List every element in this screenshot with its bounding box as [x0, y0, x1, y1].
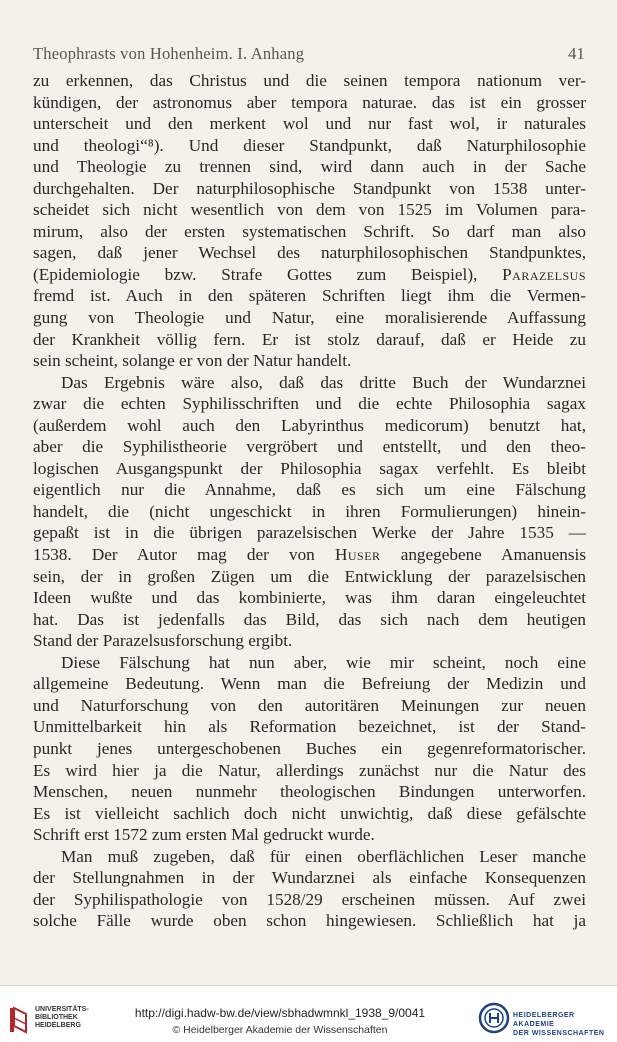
- text-line: der Krankheit völlig fern. Er ist stolz darauf, daß er Heide zu: [33, 329, 586, 349]
- paragraph-2: [33, 372, 586, 652]
- academy-emblem-icon: [478, 1002, 510, 1034]
- page-number: 41: [568, 44, 585, 63]
- viewer-footer: [0, 985, 617, 1042]
- text-line-with-small-caps: 1538. Der Autor mag der von Huser angegebene Amanuensis: [33, 545, 586, 565]
- text-line: punkt jenes untergeschobenen Buches ein gegenreformatorischer.: [33, 738, 586, 758]
- text-line: und Naturforschung von den autoritären Meinungen zur neuen: [33, 695, 586, 715]
- text-line: zwar die echten Syphilisschriften und die echte Philosophia sagax: [33, 394, 586, 414]
- text-line: Unmittelbarkeit hin als Reformation bezeichnet, ist der Stand-: [33, 717, 586, 737]
- text-line: mirum, also der ersten systematischen Schrift. So darf man also: [33, 221, 586, 241]
- text-line: aber die Syphilistheorie vergröbert und entstellt, und den theo-: [33, 437, 586, 457]
- text-line: gepaßt ist in die übrigen parazelsischen Werke der Jahre 1535 —: [33, 523, 586, 543]
- author-name-smallcaps: Huser: [334, 545, 381, 565]
- text-line: Es ist vielleicht sachlich doch nicht unwichtig, daß diese gefälschte: [33, 803, 586, 823]
- paragraph-3: [33, 652, 586, 846]
- text-line: der Stellungnahmen in der Wundarznei als einfache Konsequenzen: [33, 868, 586, 888]
- paragraph-4: [33, 846, 586, 932]
- text-line: der Syphilispathologie von 1528/29 erscheinen müssen. Auf zwei: [33, 889, 586, 909]
- text-line: eigentlich nur die Annahme, daß es sich um eine Fälschung: [33, 480, 586, 500]
- text-line: Schrift erst 1572 zum ersten Mal gedruckt wurde.: [33, 825, 375, 845]
- text-line: sein, der in großen Zügen um die Entwicklung der parazelsischen: [33, 566, 586, 586]
- text-line: sagen, daß jener Wechsel des naturphilosophischen Standpunktes,: [33, 243, 586, 263]
- text-line: Es wird hier ja die Natur, allerdings zunächst nur die Natur des: [33, 760, 586, 780]
- text-line: unterscheit und den merkent wol und nur fast wol, ir naturales: [33, 114, 586, 134]
- text-line: und Theologie zu trennen sind, wird dann auch in der Sache: [33, 157, 586, 177]
- running-title: Theophrasts von Hohenheim. I. Anhang: [33, 44, 305, 63]
- text-line: kündigen, der astronomus aber tempora naturae. das ist ein grosser: [33, 92, 586, 112]
- body-text: [33, 70, 586, 932]
- text-line: zu erkennen, das Christus und die seinen tempora nationum ver-: [33, 71, 586, 90]
- paragraph-1: [33, 70, 586, 372]
- logo-text-line: UNIVERSITÄTS-: [35, 1006, 89, 1013]
- text-line: Menschen, neuen nunmehr theologischen Bindungen unterworfen.: [33, 782, 586, 802]
- text-line: und theologi“⁸). Und dieser Standpunkt, daß Naturphilosophie: [33, 135, 586, 155]
- text-line: durchgehalten. Der naturphilosophische Standpunkt von 1538 unter-: [33, 178, 586, 198]
- university-library-logo-text: [35, 1006, 89, 1030]
- text-line: Ideen wußte und das kombinierte, was ihm daran eingeleuchtet: [33, 588, 586, 608]
- logo-text-line: HEIDELBERG: [35, 1022, 81, 1029]
- permalink-url[interactable]: http://digi.hadw-bw.de/view/sbhadwmnkl_1938_9/0041: [134, 1006, 426, 1020]
- university-library-logo[interactable]: [8, 1004, 118, 1038]
- logo-text-line: DER WISSENSCHAFTEN: [513, 1030, 605, 1037]
- text-line: Diese Fälschung hat nun aber, wie mir scheint, noch eine: [61, 652, 586, 672]
- copyright-notice: © Heidelberger Akademie der Wissenschaften: [172, 1024, 388, 1036]
- text-line: solche Fälle wurde oben schon hingewiesen. Schließlich hat ja: [33, 911, 586, 931]
- logo-text-line: HEIDELBERGER AKADEMIE: [513, 1012, 575, 1028]
- text-line: scheidet sich nicht wesentlich von dem von 1525 im Volumen para-: [33, 200, 586, 220]
- text-line: logischen Ausgangspunkt der Philosophia sagax verfehlt. Es bleibt: [33, 458, 586, 478]
- text-line: allgemeine Bedeutung. Wenn man die Befreiung der Medizin und: [33, 674, 586, 694]
- text-line: Man muß zugeben, daß für einen oberflächlichen Leser manche: [61, 846, 586, 866]
- running-header: [33, 44, 585, 66]
- library-emblem-icon: [8, 1004, 30, 1034]
- text-line: gung von Theologie und Natur, eine moralisierende Auffassung: [33, 308, 586, 328]
- text-line: (außerdem wohl auch den Labyrinthus medicorum) benutzt hat,: [33, 415, 586, 435]
- academy-logo[interactable]: [478, 1002, 613, 1038]
- text-line: fremd ist. Auch in den späteren Schriften liegt ihm die Vermen-: [33, 286, 586, 306]
- author-name-smallcaps: Parazelsus: [502, 264, 586, 284]
- academy-logo-text: [513, 1011, 613, 1038]
- text-line: hat. Das ist jedenfalls das Bild, das sich nach dem heutigen: [33, 609, 586, 629]
- text-line: handelt, die (nicht ungeschickt in ihren Formulierungen) hinein-: [33, 501, 586, 521]
- logo-text-line: BIBLIOTHEK: [35, 1014, 78, 1021]
- text-line: Stand der Parazelsusforschung ergibt.: [33, 631, 293, 651]
- text-line: sein scheint, solange er von der Natur handelt.: [33, 351, 352, 371]
- text-line-with-small-caps: (Epidemiologie bzw. Strafe Gottes zum Beispiel), Parazelsus: [33, 264, 586, 284]
- text-line: Das Ergebnis wäre also, daß das dritte Buch der Wundarznei: [61, 372, 586, 392]
